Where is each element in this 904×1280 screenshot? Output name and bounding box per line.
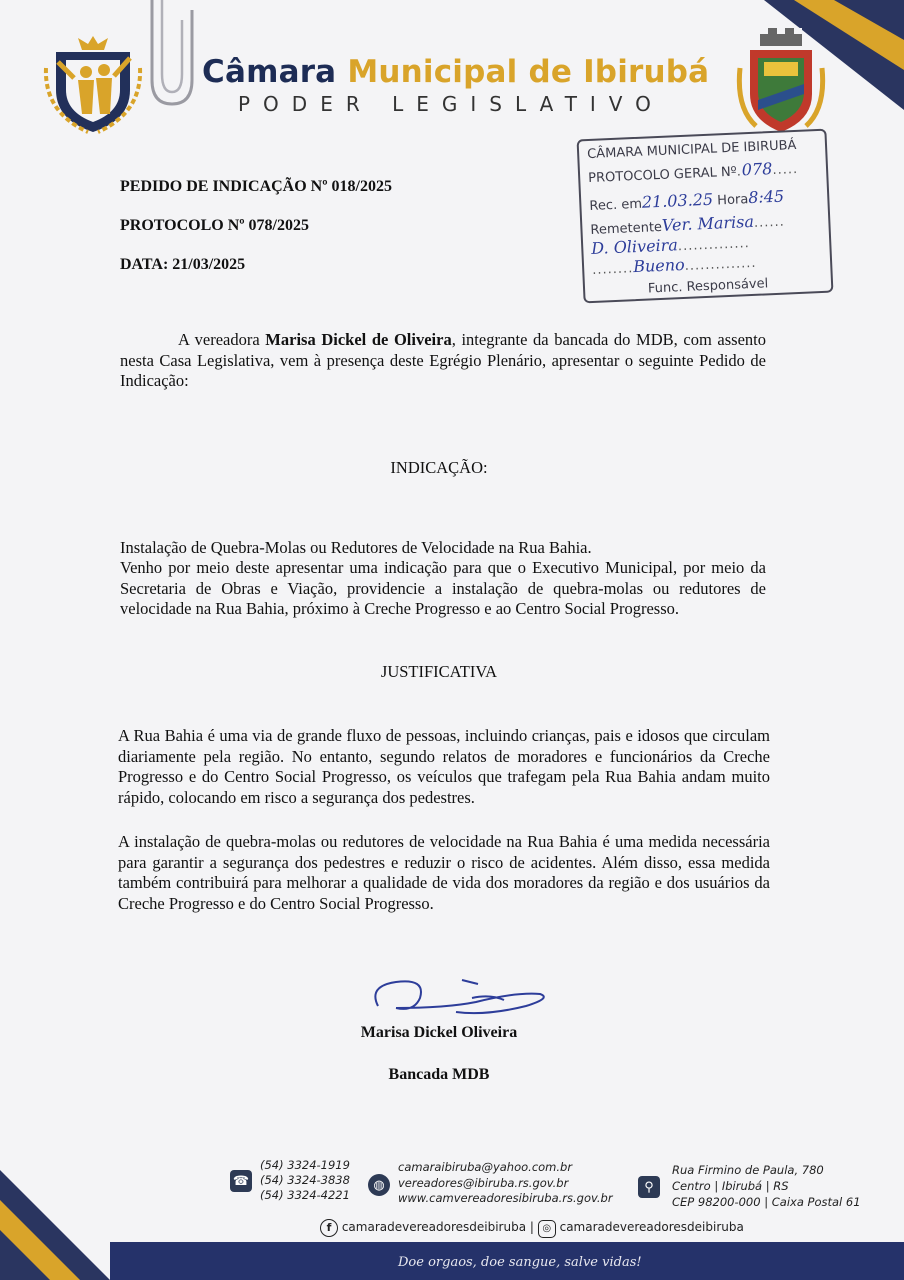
- title-part1: Câmara: [202, 54, 337, 90]
- document-date: DATA: 21/03/2025: [120, 256, 246, 273]
- website-link[interactable]: www.camvereadoresibiruba.rs.gov.br: [398, 1191, 613, 1205]
- stamp-line6: ........Bueno..............: [591, 254, 757, 278]
- footer-social: f camaradevereadoresdeibiruba | ◎ camaradevereadoresdeibiruba: [320, 1219, 744, 1238]
- institution-title: [202, 54, 709, 90]
- stamp-hour: 8:45: [747, 186, 785, 208]
- stamp-sender-cont: D. Oliveira: [590, 235, 679, 258]
- pedido-number: PEDIDO DE INDICAÇÃO Nº 018/2025: [120, 178, 392, 195]
- signer-name: Marisa Dickel Oliveira: [360, 1024, 518, 1041]
- stamp-line2: PROTOCOLO GERAL Nº.078.....: [587, 159, 799, 187]
- stamp-sender: Ver. Marisa: [661, 211, 755, 235]
- email-link-2[interactable]: vereadores@ibiruba.rs.gov.br: [398, 1175, 569, 1190]
- indicacao-heading: INDICAÇÃO:: [390, 458, 488, 477]
- councilor-name: Marisa Dickel de Oliveira: [265, 330, 452, 349]
- stamp-line1: CÂMARA MUNICIPAL DE IBIRUBÁ: [586, 137, 797, 163]
- location-pin-icon: ⚲: [638, 1176, 660, 1198]
- justificativa-paragraph-1: A Rua Bahia é uma via de grande fluxo de pessoas, incluindo crianças, pais e idosos que circulam diariamente pela região. No entanto, segundo relatos de moradores e funcionários da Creche Progresso e do Centro Social Progresso, os veículos que trafegam pela Rua Bahia andam muito rápido, colocando em risco a segurança dos pedestres.: [118, 726, 770, 807]
- stamp-line3: Rec. em21.03.25 Hora8:45: [589, 186, 785, 215]
- stamp-clerk-signature: Bueno: [632, 254, 686, 277]
- indicacao-title: Instalação de Quebra-Molas ou Redutores de Velocidade na Rua Bahia.: [120, 538, 592, 557]
- stamp-line5: D. Oliveira..............: [590, 235, 751, 258]
- instagram-handle[interactable]: camaradevereadoresdeibiruba: [559, 1220, 744, 1234]
- institution-subtitle: PODER LEGISLATIVO: [238, 92, 664, 116]
- footer-contacts: [398, 1160, 613, 1207]
- municipal-crest: [736, 28, 826, 138]
- intro-paragraph: A vereadora Marisa Dickel de Oliveira, integrante da bancada do MDB, com assento nesta Casa Legislativa, vem à presença deste Egrégio Plenário, apresentar o seguinte Pedido de Indicação:: [120, 330, 766, 390]
- justificativa-heading: JUSTIFICATIVA: [380, 662, 498, 681]
- footer-phones: (54) 3324-1919 (54) 3324-3838 (54) 3324-4221: [260, 1158, 350, 1202]
- facebook-icon: f: [320, 1219, 338, 1237]
- justificativa-paragraph-2: A instalação de quebra-molas ou redutores de velocidade na Rua Bahia é uma medida necessária para garantir a segurança dos pedestres e reduzir o risco de acidentes. Além disso, essa medida também contribuirá para melhorar a qualidade de vida dos moradores da região e dos usuários da Creche Progresso e do Centro Social Progresso.: [118, 832, 770, 913]
- stamp-protocol-number: 078: [741, 159, 773, 180]
- indicacao-body: Venho por meio deste apresentar uma indicação para que o Executivo Municipal, por meio da Secretaria de Obras e Viação, providencie a instalação de quebra-molas ou redutores de velocidade na Rua Bahia, próximo à Creche Progresso e ao Centro Social Progresso.: [120, 558, 766, 618]
- protocol-stamp: [577, 129, 834, 304]
- footer-address: Rua Firmino de Paula, 780 Centro | Ibirubá | RS CEP 98200-000 | Caixa Postal 61: [672, 1163, 861, 1209]
- stamp-date: 21.03.25: [641, 189, 714, 212]
- email-link[interactable]: camaraibiruba@yahoo.com.br: [398, 1160, 573, 1174]
- facebook-handle[interactable]: camaradevereadoresdeibiruba: [341, 1220, 527, 1234]
- stamp-line4: RemetenteVer. Marisa......: [590, 211, 786, 239]
- protocolo-number: PROTOCOLO Nº 078/2025: [120, 217, 309, 234]
- stamp-footer: Func. Responsável: [647, 276, 769, 297]
- signer-party: Bancada MDB: [388, 1066, 490, 1083]
- phone-icon: ☎: [230, 1170, 252, 1192]
- camara-logo: [38, 28, 148, 138]
- signature: [366, 972, 556, 1032]
- globe-icon: ◍: [368, 1174, 390, 1196]
- footer-slogan: Doe orgaos, doe sangue, salve vidas!: [398, 1255, 642, 1270]
- paper-clip: [144, 0, 204, 110]
- instagram-icon: ◎: [538, 1220, 556, 1238]
- title-part2: Municipal de Ibirubá: [347, 54, 710, 90]
